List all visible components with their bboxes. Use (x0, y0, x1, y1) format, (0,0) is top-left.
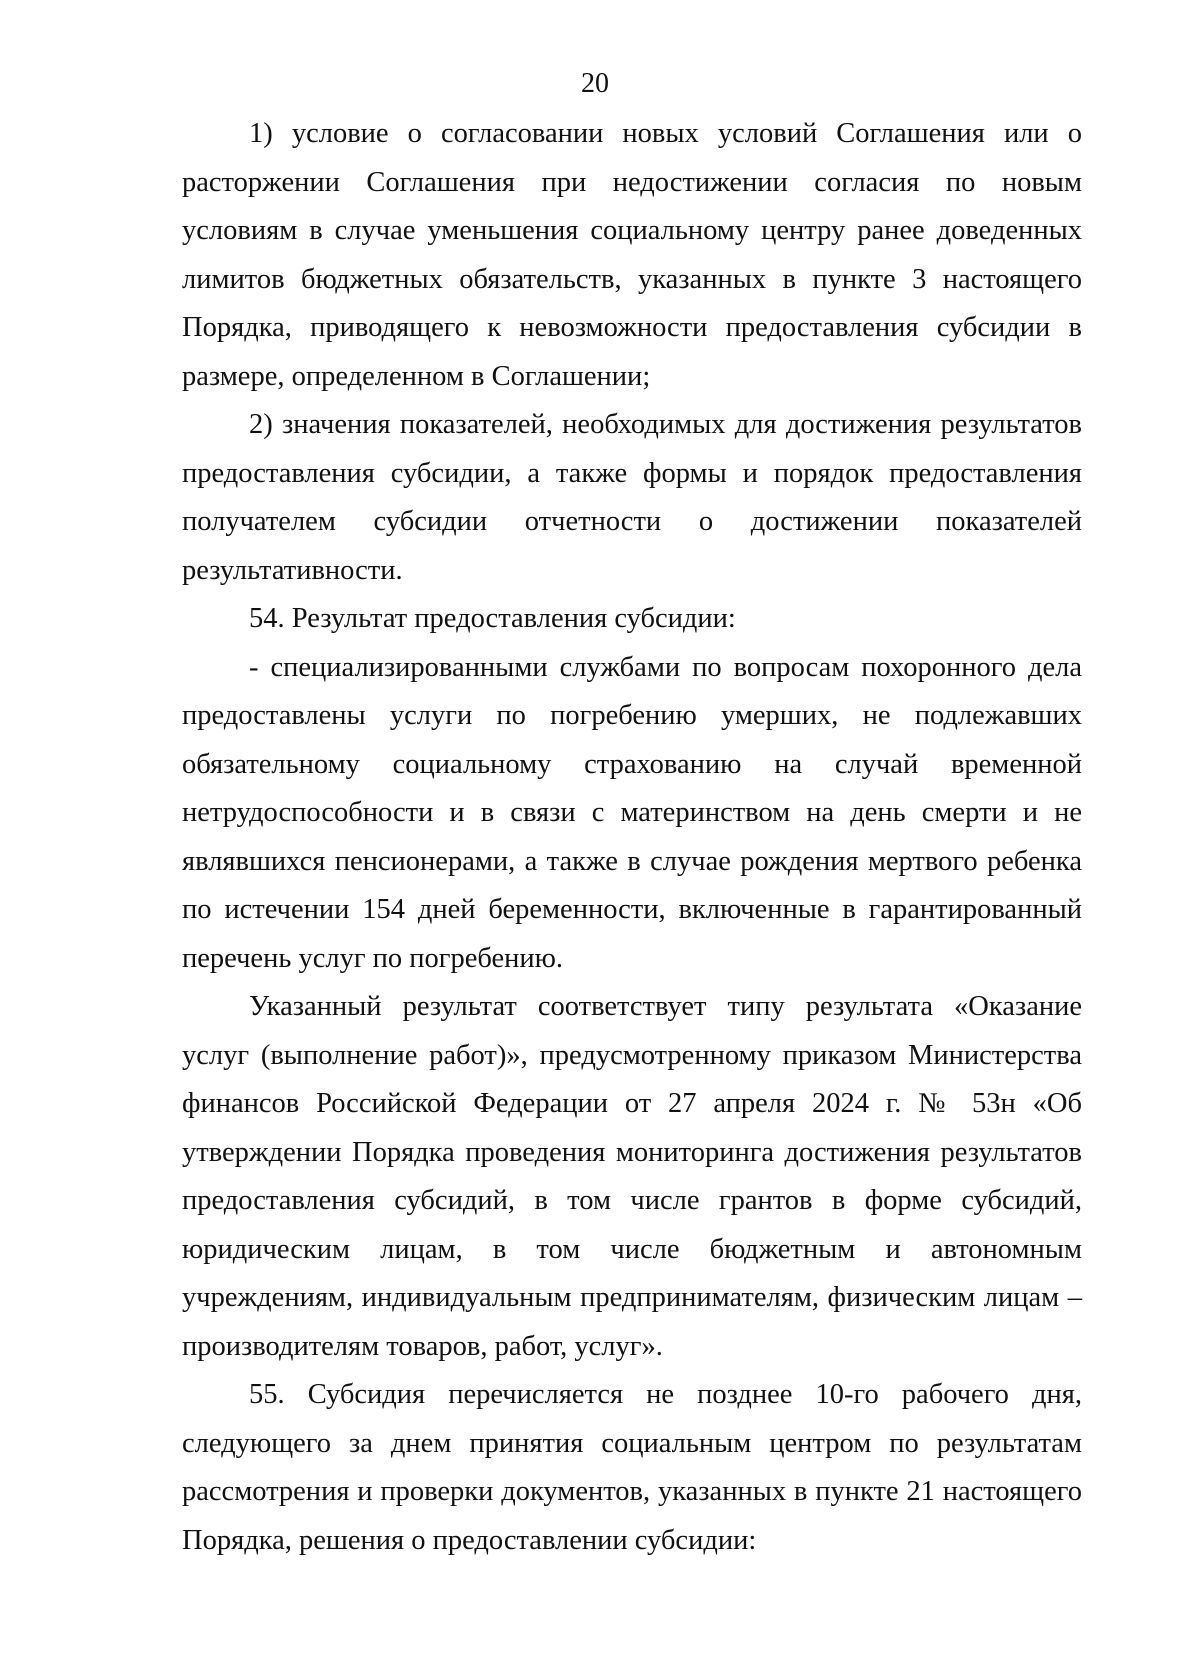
paragraph-item-1: 1) условие о согласовании новых условий Соглашения или о расторжении Соглашения при недостижении согласия по новым условиям в случае уменьшения социальному центру ранее доведенных лимитов бюджетных обязательств, указанных в пункте 3 настоящего Порядка, приводящего к невозможности предоставления субсидии в размере, определенном в Соглашении; (182, 118, 1082, 392)
paragraph-54-heading: 54. Результат предоставления субсидии: (249, 603, 736, 634)
paragraph-55: 55. Субсидия перечисляется не позднее 10-го рабочего дня, следующего за днем принятия социальным центром по результатам рассмотрения и проверки документов, указанных в пункте 21 настоящего Порядка, решения о предоставлении субсидии: (182, 1379, 1082, 1556)
document-body (182, 110, 1082, 1565)
page-number: 20 (581, 68, 609, 99)
paragraph-item-2: 2) значения показателей, необходимых для достижения результатов предоставления субсидии, а также формы и порядок предоставления получателем субсидии отчетности о достижении показателей результативности. (182, 409, 1082, 586)
paragraph-result-description: - специализированными службами по вопросам похоронного дела предоставлены услуги по погребению умерших, не подлежавших обязательному социальному страхованию на случай временной нетрудоспособности и в связи с материнством на день смерти и не являвшихся пенсионерами, а также в случае рождения мертвого ребенка по истечении 154 дней беременности, включенные в гарантированный перечень услуг по погребению. (182, 651, 1082, 974)
paragraph-result-type: Указанный результат соответствует типу результата «Оказание услуг (выполнение работ)», предусмотренному приказом Министерства финансов Российской Федерации от 27 апреля 2024 г. № 53н «Об утверждении Порядка проведения мониторинга достижения результатов предоставления субсидий, в том числе грантов в форме субсидий, юридическим лицам, в том числе бюджетным и автономным учреждениям, индивидуальным предпринимателям, физическим лицам – производителям товаров, работ, услуг». (182, 991, 1082, 1362)
